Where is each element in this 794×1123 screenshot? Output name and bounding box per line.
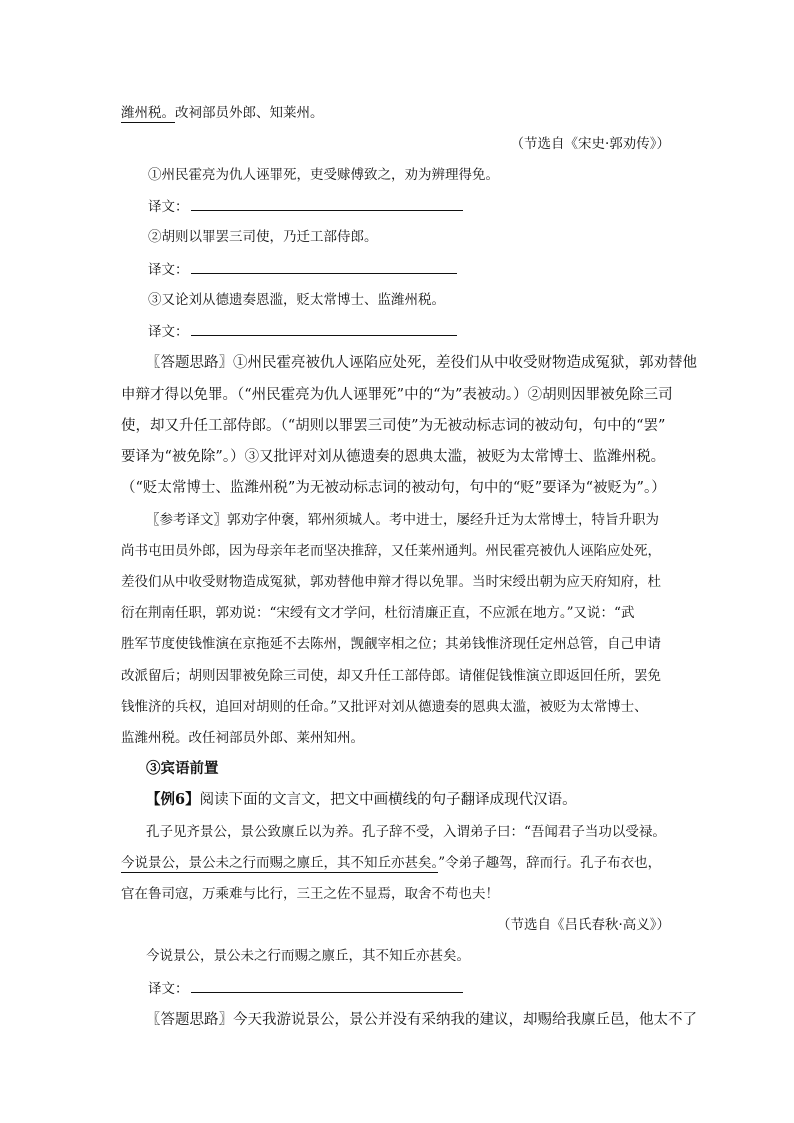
reference-line: 胜军节度使钱惟演在京拖延不去陈州，觊觎宰相之位；其弟钱惟济现任定州总管，自己申请: [121, 636, 661, 652]
reference-line: 衍在荆南任职，郭劝说：“宋绶有文才学问，杜衍清廉正直，不应派在地方。”又说：“武: [121, 605, 635, 621]
passage-tail-underlined: 潍州税。: [121, 105, 175, 121]
example-source: （节选自《吕氏春秋·高义》）: [496, 917, 670, 933]
example-answer-line: [146, 1010, 697, 1030]
translation-label: 译文：: [148, 262, 189, 278]
reference-line: 钱惟济的兵权，追回对胡则的任命。”又批评对刘从德遗奏的恩典太滥，被贬为太常博士、: [121, 699, 648, 715]
answer-line: 要译为“被免除”。）③又批评对刘从德遗奏的恩典太滥，被贬为太常博士、监潍州税。: [121, 449, 666, 465]
translation-label: 译文：: [148, 324, 189, 340]
reference-line: 监潍州税。改任祠部员外郎、莱州知州。: [121, 730, 364, 746]
passage-source: （节选自《宋史·郭劝传》）: [510, 136, 670, 152]
reference-label: 〖参考译文〗: [146, 512, 227, 528]
answer-blank[interactable]: [191, 196, 463, 211]
reference-line: 尚书屯田员外郎，因为母亲年老而坚决推辞，又任莱州通判。州民霍亮被仇人诬陷应处死，: [121, 543, 661, 559]
example-question: 今说景公，景公未之行而赐之廪丘，其不知丘亦甚矣。: [146, 948, 470, 964]
answer-line: （“贬太常博士、监潍州税”为无被动标志词的被动句，句中的“贬”要译为“被贬为”。）: [121, 480, 666, 496]
answer-blank[interactable]: [191, 259, 457, 274]
answer-label: 〖答题思路〗: [146, 355, 233, 371]
example-text-rest: ”令弟子趣驾，辞而行。孔子布衣也，: [438, 855, 662, 871]
answer-line: [146, 353, 697, 373]
translation-field-3[interactable]: [148, 321, 457, 342]
example-text-line: 官在鲁司寇，万乘难与比行，三王之佐不显焉，取舍不苟也夫！: [121, 886, 499, 902]
answer-text: 今天我游说景公，景公并没有采纳我的建议，却赐给我廪丘邑，他太不了: [233, 1012, 697, 1028]
question-1: ①州民霍亮为仇人诬罪死，吏受赇傅致之，劝为辨理得免。: [148, 167, 499, 183]
question-2: ②胡则以罪罢三司使，乃迁工部侍郎。: [148, 229, 378, 245]
passage-tail: [121, 103, 324, 123]
example-label: 【例6】: [146, 791, 200, 808]
reference-line: [146, 510, 659, 530]
passage-tail-rest: 改祠部员外郎、知莱州。: [175, 105, 324, 121]
section-title: ③宾语前置: [146, 760, 219, 777]
translation-field-2[interactable]: [148, 259, 457, 280]
translation-field-1[interactable]: [148, 196, 463, 217]
example-text-line: [121, 853, 661, 873]
question-3: ③又论刘从德遗奏恩滥，贬太常博士、监潍州税。: [148, 292, 445, 308]
reference-text: 郭劝字仲褒，郓州须城人。考中进士，屡经升迁为太常博士，特旨升职为: [227, 512, 659, 528]
reference-line: 改派留后；胡则因罪被免除三司使，却又升任工部侍郎。请催促钱惟演立即返回任所，罢免: [121, 668, 661, 684]
translation-label: 译文：: [148, 981, 189, 997]
answer-line: 申辩才得以免罪。（“州民霍亮为仇人诬罪死”中的“为”表被动。）②胡则因罪被免除三司: [121, 387, 673, 403]
answer-blank[interactable]: [191, 321, 457, 336]
example-text-line: 孔子见齐景公，景公致廪丘以为养。孔子辞不受，入谓弟子曰：“吾闻君子当功以受禄。: [146, 824, 666, 840]
answer-label: 〖答题思路〗: [146, 1012, 233, 1028]
target-sentence-underlined: 今说景公，景公未之行而赐之廪丘，其不知丘亦甚矣。: [121, 855, 439, 871]
answer-text: ①州民霍亮被仇人诬陷应处死，差役们从中收受财物造成冤狱，郭劝替他: [233, 355, 697, 371]
example-header: [146, 790, 577, 810]
translation-field-4[interactable]: [148, 978, 463, 999]
answer-line: 使，却又升任工部侍郎。（“胡则以罪罢三司使”为无被动标志词的被动句，句中的“罢”: [121, 418, 666, 434]
example-instruction: 阅读下面的文言文，把文中画横线的句子翻译成现代汉语。: [199, 792, 577, 808]
translation-label: 译文：: [148, 199, 189, 215]
reference-line: 差役们从中收受财物造成冤狱，郭劝替他申辩才得以免罪。当时宋绶出朝为应天府知府，杜: [121, 574, 661, 590]
answer-blank[interactable]: [191, 978, 463, 993]
